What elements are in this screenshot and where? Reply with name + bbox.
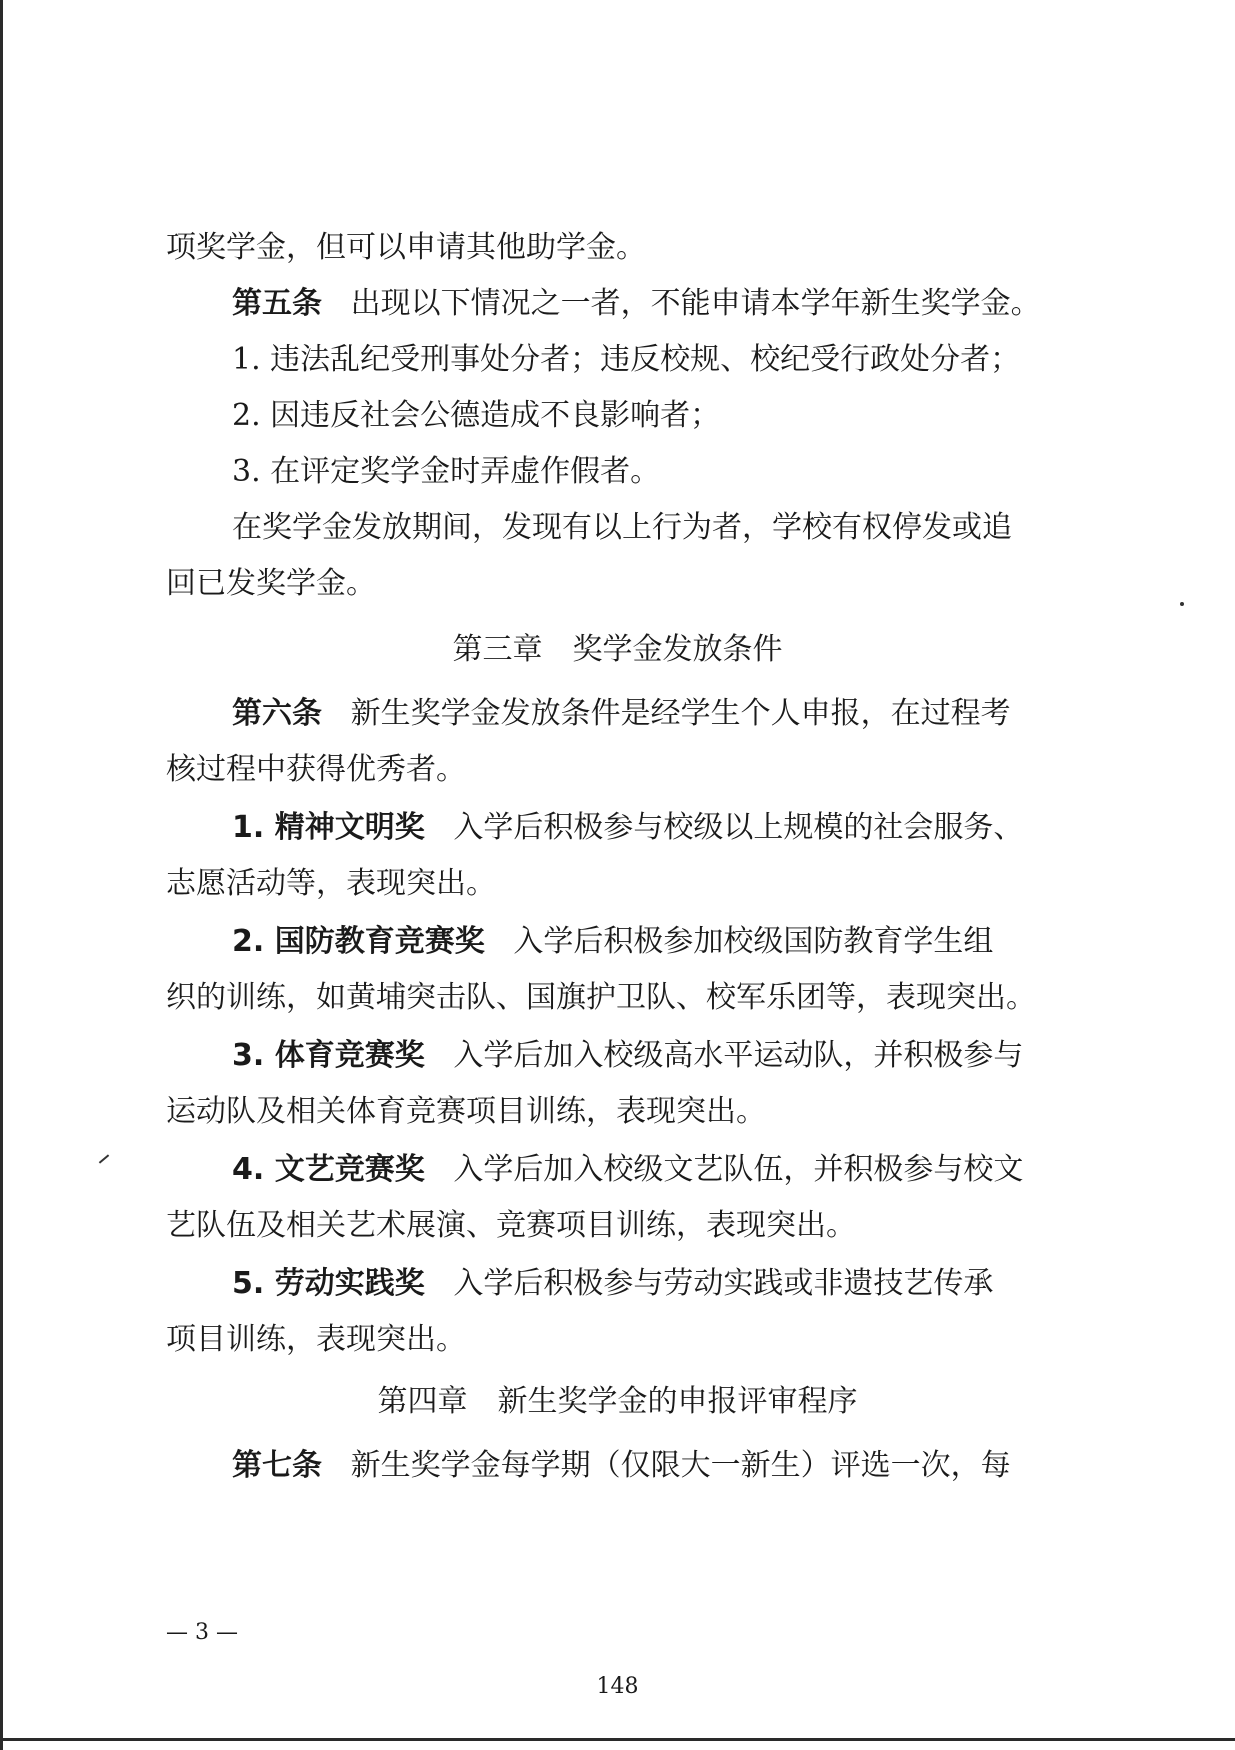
scan-speck [1180, 602, 1184, 606]
award-name: 2. 国防教育竞赛奖 [232, 924, 485, 959]
award-description: 入学后积极参加校级国防教育学生组 [513, 924, 994, 959]
award-item [232, 806, 1023, 850]
text-line: 回已发奖学金。 [166, 566, 376, 601]
text-line: 项目训练，表现突出。 [166, 1322, 466, 1357]
list-item: 1. 违法乱纪受刑事处分者；违反校规、校纪受行政处分者； [232, 342, 1021, 377]
list-item: 3. 在评定奖学金时弄虚作假者。 [232, 454, 661, 489]
award-item [232, 1034, 1023, 1078]
article-7 [232, 1444, 1011, 1488]
scan-left-edge [0, 0, 3, 1750]
article-label: 第七条 [232, 1448, 322, 1483]
chapter-heading: 第三章 奖学金发放条件 [452, 632, 783, 667]
award-item [232, 1148, 1023, 1192]
text-line: 项奖学金，但可以申请其他助学金。 [166, 230, 646, 265]
scan-mark [99, 1154, 109, 1163]
award-name: 3. 体育竞赛奖 [232, 1038, 425, 1073]
text-line: 在奖学金发放期间，发现有以上行为者，学校有权停发或追 [232, 510, 1012, 545]
list-item: 2. 因违反社会公德造成不良影响者； [232, 398, 721, 433]
archive-page-number: 148 [596, 1674, 639, 1699]
text-line: 核过程中获得优秀者。 [166, 752, 466, 787]
page-number: — 3 — [166, 1620, 238, 1645]
award-item [232, 920, 993, 964]
award-description: 入学后加入校级文艺队伍，并积极参与校文 [453, 1152, 1024, 1187]
article-text: 新生奖学金发放条件是经学生个人申报，在过程考 [350, 696, 1011, 731]
award-name: 4. 文艺竞赛奖 [232, 1152, 425, 1187]
article-text: 新生奖学金每学期（仅限大一新生）评选一次，每 [350, 1448, 1011, 1483]
award-description: 入学后积极参与校级以上规模的社会服务、 [453, 810, 1024, 845]
article-5 [232, 282, 1041, 326]
award-name: 1. 精神文明奖 [232, 810, 425, 845]
text-line: 运动队及相关体育竞赛项目训练，表现突出。 [166, 1094, 766, 1129]
award-name: 5. 劳动实践奖 [232, 1266, 425, 1301]
scan-bottom-edge [0, 1738, 1235, 1741]
award-description: 入学后加入校级高水平运动队，并积极参与 [453, 1038, 1024, 1073]
text-line: 织的训练，如黄埔突击队、国旗护卫队、校军乐团等，表现突出。 [166, 980, 1036, 1015]
article-label: 第六条 [232, 696, 322, 731]
chapter-heading: 第四章 新生奖学金的申报评审程序 [377, 1384, 858, 1419]
article-label: 第五条 [232, 286, 322, 321]
award-description: 入学后积极参与劳动实践或非遗技艺传承 [453, 1266, 994, 1301]
award-item [232, 1262, 993, 1306]
article-6 [232, 692, 1011, 736]
article-text: 出现以下情况之一者，不能申请本学年新生奖学金。 [350, 286, 1041, 321]
text-line: 志愿活动等，表现突出。 [166, 866, 496, 901]
text-line: 艺队伍及相关艺术展演、竞赛项目训练，表现突出。 [166, 1208, 856, 1243]
